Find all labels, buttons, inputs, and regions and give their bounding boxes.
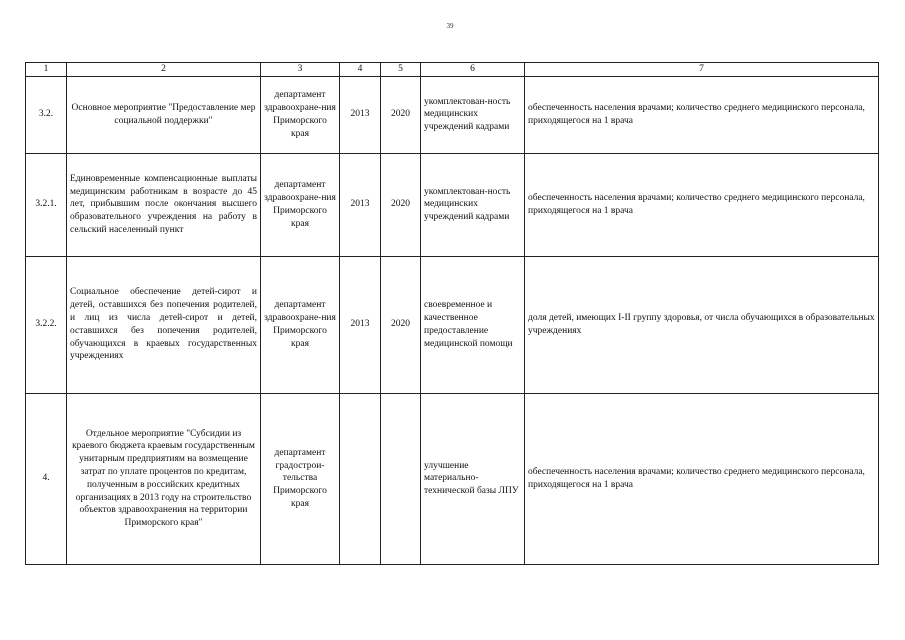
table-row xyxy=(26,153,879,256)
expected-result: своевременное и качественное предоставление медицинской помощи xyxy=(421,256,525,393)
end-year: 2020 xyxy=(381,256,421,393)
start-year: 2013 xyxy=(340,76,381,153)
start-year xyxy=(340,393,381,564)
start-year: 2013 xyxy=(340,256,381,393)
expected-result: укомплектован-ность медицинских учреждений кадрами xyxy=(421,153,525,256)
measure-name: Социальное обеспечение детей-сирот и детей, оставшихся без попечения родителей, и лиц из числа детей-сирот и детей, оставшихся без попечения родителей, обучающихся в краевых государственных учреждениях xyxy=(67,256,261,393)
header-row xyxy=(26,63,879,77)
header-col-5: 5 xyxy=(381,63,421,77)
row-number: 3.2. xyxy=(26,76,67,153)
end-year: 2020 xyxy=(381,153,421,256)
indicator: обеспеченность населения врачами; количество среднего медицинского персонала, приходящегося на 1 врача xyxy=(525,153,879,256)
table-row xyxy=(26,76,879,153)
row-number: 4. xyxy=(26,393,67,564)
executor: департамент здравоохране-ния Приморского края xyxy=(261,153,340,256)
measure-name: Отдельное мероприятие "Субсидии из краевого бюджета краевым государственным унитарным предприятиям на возмещение затрат по уплате процентов по кредитам, полученным в российских кредитных организациях в 2013 году на строительство объектов здравоохранения на территории Приморского края" xyxy=(67,393,261,564)
header-col-2: 2 xyxy=(67,63,261,77)
end-year xyxy=(381,393,421,564)
executor: департамент здравоохране-ния Приморского края xyxy=(261,76,340,153)
row-number: 3.2.1. xyxy=(26,153,67,256)
indicator: доля детей, имеющих I-II группу здоровья, от числа обучающихся в образовательных учреждениях xyxy=(525,256,879,393)
table-row xyxy=(26,256,879,393)
page-number: 39 xyxy=(446,22,454,30)
start-year: 2013 xyxy=(340,153,381,256)
expected-result: улучшение материально-технической базы ЛПУ xyxy=(421,393,525,564)
header-col-6: 6 xyxy=(421,63,525,77)
end-year: 2020 xyxy=(381,76,421,153)
header-col-3: 3 xyxy=(261,63,340,77)
measure-name: Единовременные компенсационные выплаты медицинским работникам в возрасте до 45 лет, прибывшим после окончания высшего образовательного учреждения на работу в сельский населенный пункт xyxy=(67,153,261,256)
executor: департамент градострои-тельства Приморского края xyxy=(261,393,340,564)
table-row xyxy=(26,393,879,564)
indicator: обеспеченность населения врачами; количество среднего медицинского персонала, приходящегося на 1 врача xyxy=(525,393,879,564)
measure-name: Основное мероприятие "Предоставление мер социальной поддержки" xyxy=(67,76,261,153)
indicator: обеспеченность населения врачами; количество среднего медицинского персонала, приходящегося на 1 врача xyxy=(525,76,879,153)
expected-result: укомплектован-ность медицинских учреждений кадрами xyxy=(421,76,525,153)
header-col-7: 7 xyxy=(525,63,879,77)
row-number: 3.2.2. xyxy=(26,256,67,393)
header-col-4: 4 xyxy=(340,63,381,77)
header-col-1: 1 xyxy=(26,63,67,77)
measures-table xyxy=(25,62,879,565)
executor: департамент здравоохране-ния Приморского края xyxy=(261,256,340,393)
